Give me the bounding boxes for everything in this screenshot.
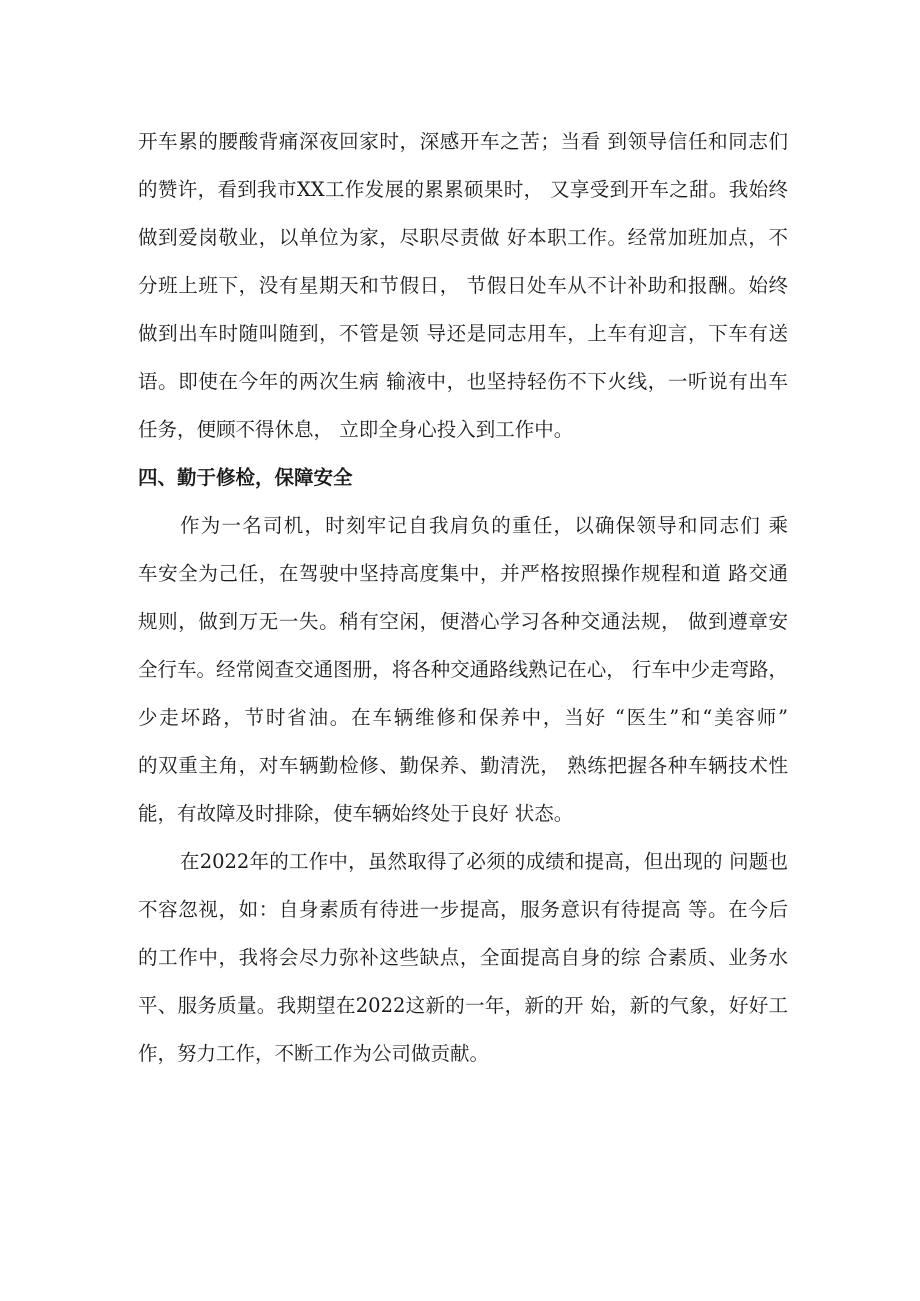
paragraph-1-line-6: 语。即使在今年的两次生病 输液中，也坚持轻伤不下火线，一听说有出车 (138, 370, 788, 393)
paragraph-3-line-1: 在2022年的工作中，虽然取得了必须的成绩和提高，但出现的 问题也 (180, 850, 788, 873)
paragraph-2-line-4: 全行车。经常阅查交通图册，将各种交通路线熟记在心， 行车中少走弯路， (138, 658, 788, 681)
paragraph-2-line-1: 作为一名司机，时刻牢记自我肩负的重任，以确保领导和同志们 乘 (180, 514, 788, 537)
paragraph-2-line-5: 少走坏路，节时省油。在车辆维修和保养中，当好 “医生”和“美容师” (138, 706, 788, 729)
paragraph-1-line-4: 分班上班下，没有星期天和节假日， 节假日处车从不计补助和报酬。始终 (138, 274, 788, 297)
paragraph-3-line-5: 作，努力工作，不断工作为公司做贡献。 (138, 1042, 490, 1065)
paragraph-3-line-4: 平、服务质量。我期望在2022这新的一年，新的开 始，新的气象，好好工 (138, 994, 788, 1017)
paragraph-1-line-7: 任务，便顾不得休息， 立即全身心投入到工作中。 (138, 418, 574, 441)
paragraph-2-line-3: 规则，做到万无一失。稍有空闲，便潜心学习各种交通法规， 做到遵章安 (138, 610, 788, 633)
paragraph-1-line-2: 的赞许，看到我市XX工作发展的累累硕果时， 又享受到开车之甜。我始终 (138, 178, 788, 201)
paragraph-2-line-7: 能，有故障及时排除，使车辆始终处于良好 状态。 (138, 802, 574, 825)
paragraph-1-line-3: 做到爱岗敬业，以单位为家，尽职尽责做 好本职工作。经常加班加点，不 (138, 226, 788, 249)
paragraph-1-line-1: 开车累的腰酸背痛深夜回家时，深感开车之苦；当看 到领导信任和同志们 (138, 130, 788, 153)
paragraph-3-line-2: 不容忽视，如：自身素质有待进一步提高，服务意识有待提高 等。在今后 (138, 898, 788, 921)
paragraph-2-line-6: 的双重主角，对车辆勤检修、勤保养、勤清洗， 熟练把握各种车辆技术性 (138, 754, 788, 777)
paragraph-2-line-2: 车安全为己任，在驾驶中坚持高度集中，并严格按照操作规程和道 路交通 (138, 562, 788, 585)
section-heading-4: 四、勤于修检，保障安全 (138, 466, 353, 489)
paragraph-1-line-5: 做到出车时随叫随到，不管是领 导还是同志用车，上车有迎言，下车有送 (138, 322, 788, 345)
paragraph-3-line-3: 的工作中，我将会尽力弥补这些缺点，全面提高自身的综 合素质、业务水 (138, 946, 788, 969)
